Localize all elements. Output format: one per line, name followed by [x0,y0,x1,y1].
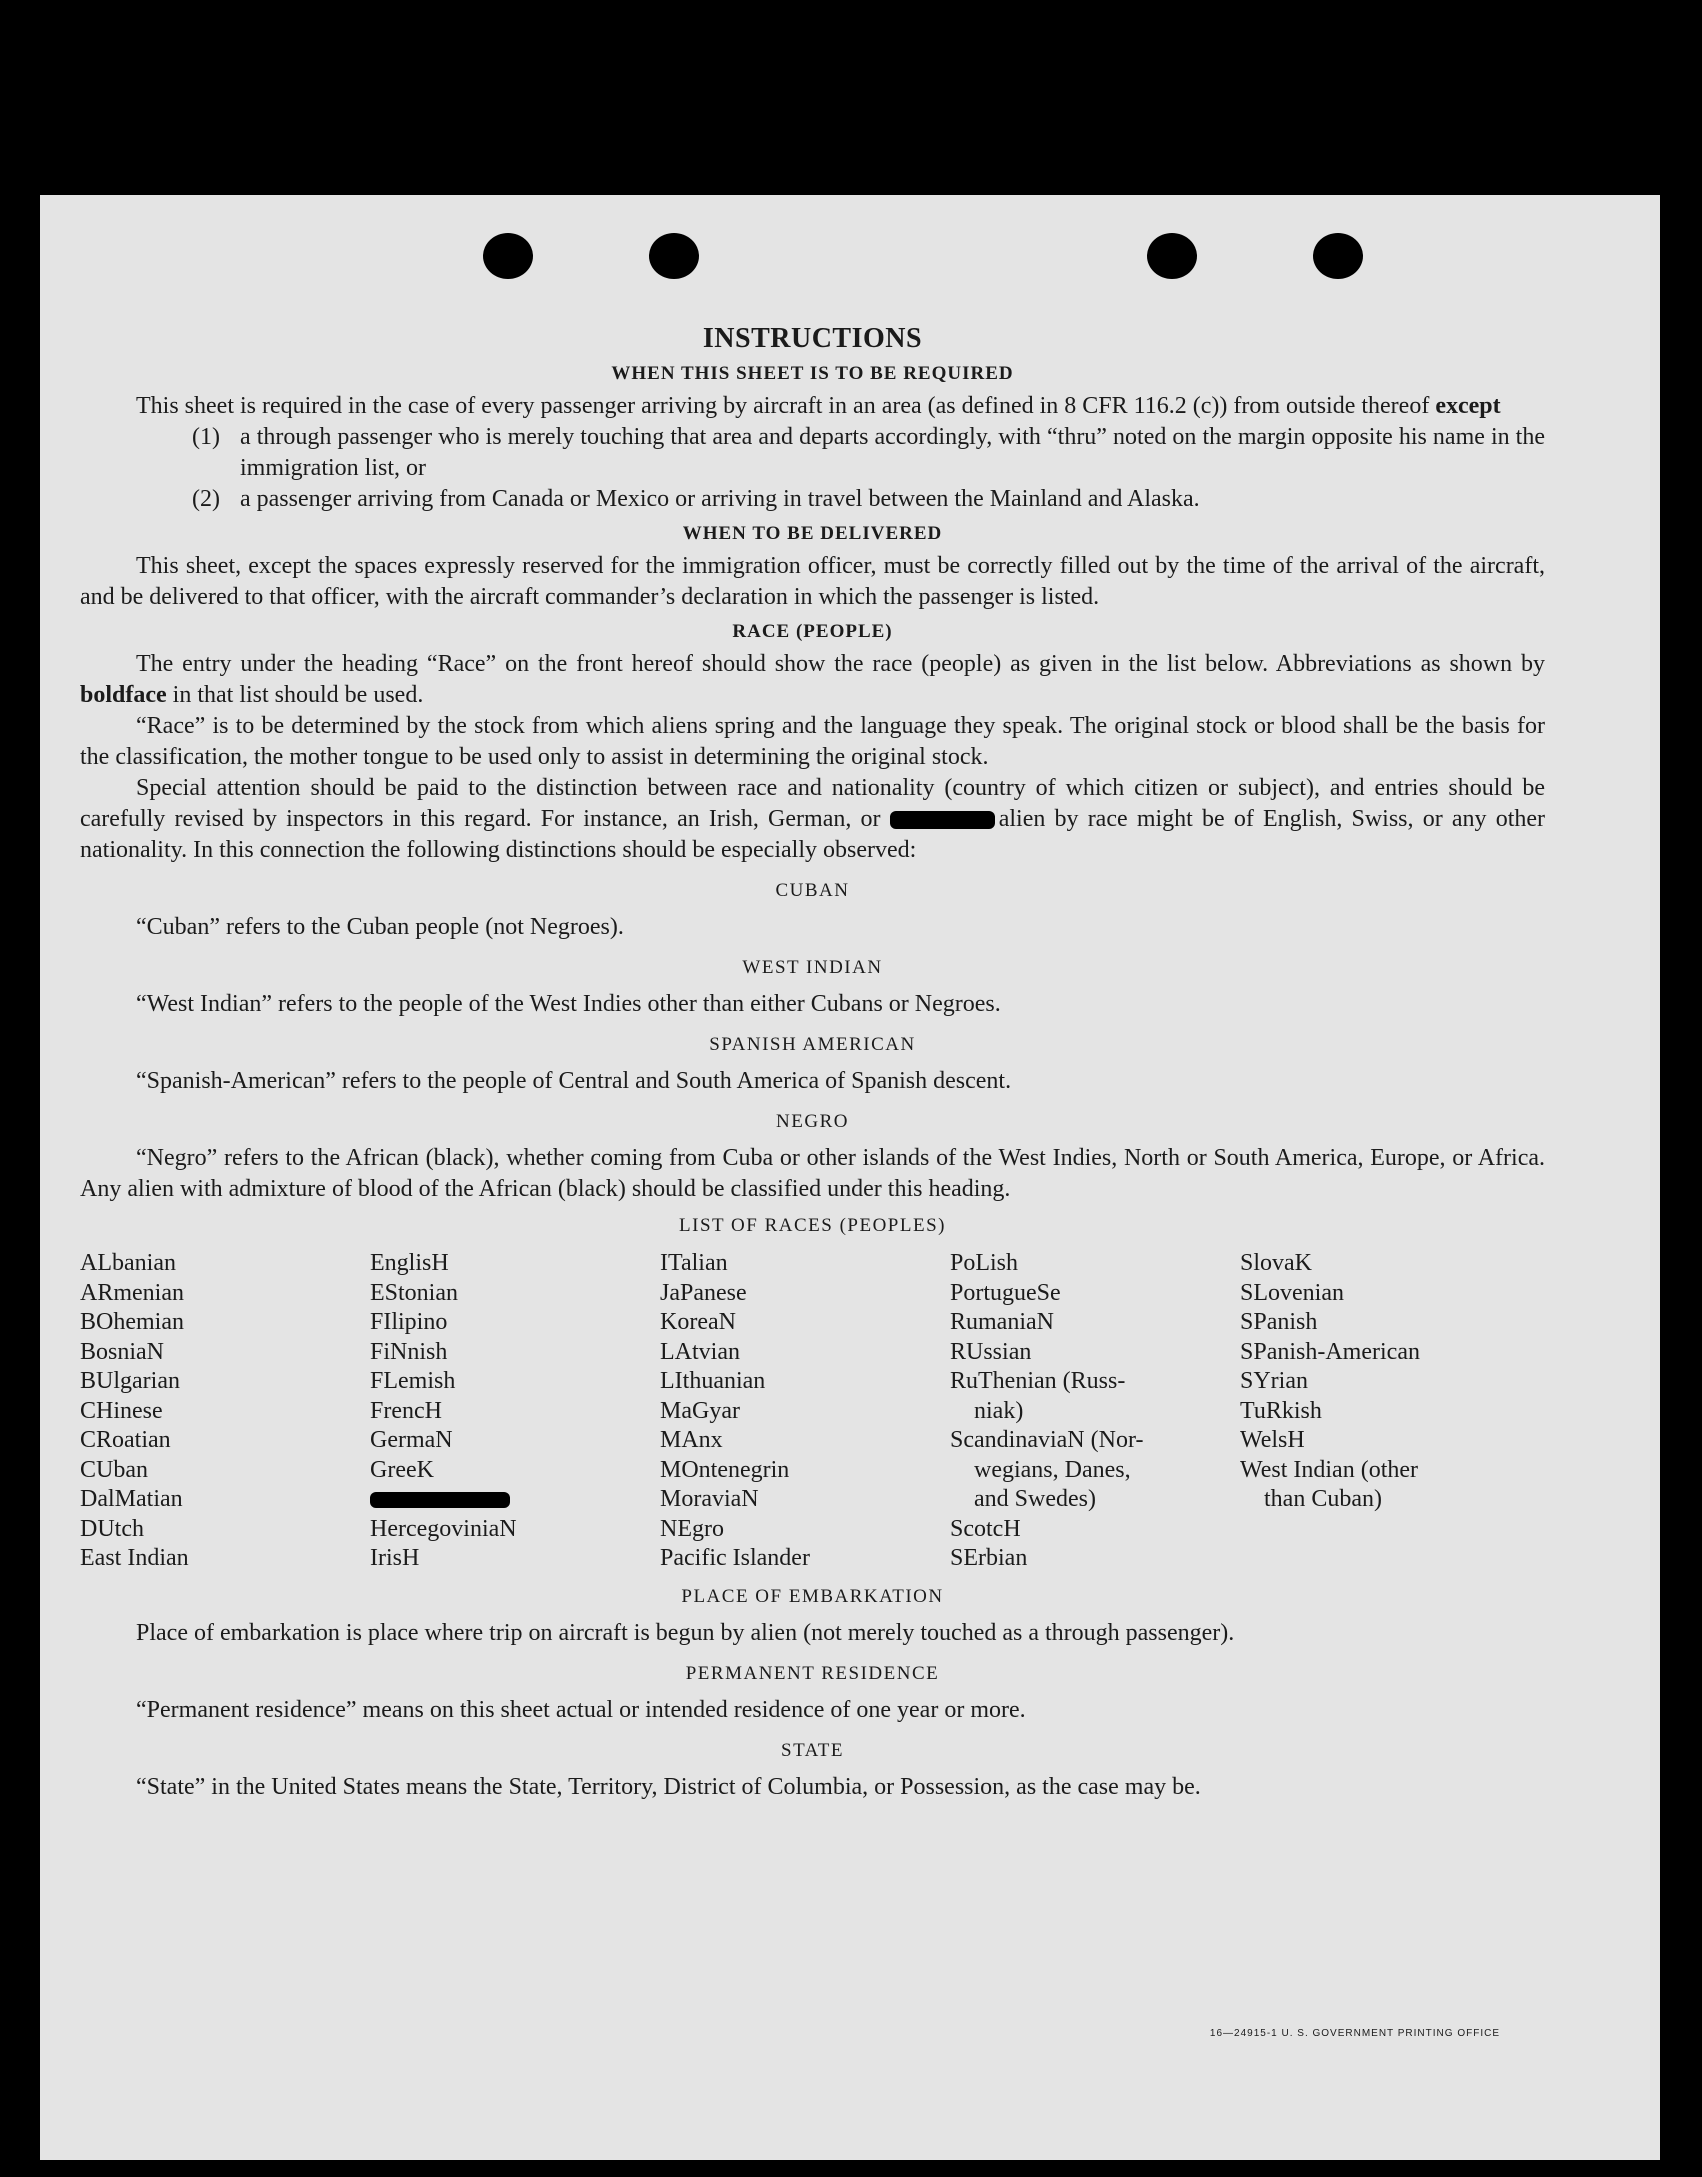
race-entry: West Indian (other [1240,1456,1419,1483]
race-entry: SPanish [1240,1309,1318,1335]
race-entry: FIlipino [370,1309,448,1335]
race-entry [1240,1515,1530,1545]
race-entry: SlovaK [1240,1250,1312,1276]
race-entry: BUlgarian [80,1368,180,1394]
race-entry: SLovenian [1240,1279,1344,1306]
spanish-american-definition: “Spanish-American” refers to the people of Central and South America of Spanish descent. [136,1068,1012,1094]
printing-office-code: 16—24915-1 U. S. GOVERNMENT PRINTING OFFICE [1209,2028,1500,2039]
section-heading: PERMANENT RESIDENCE [685,1662,940,1684]
redaction-mark [370,1492,510,1508]
race-entry: CHinese [80,1397,163,1424]
exception-number: (1) [192,424,220,450]
race-entry: TuRkish [1240,1397,1322,1424]
race-p3-text-end: alien by race might be of English, Swiss, or any other nationality. In this connection the following distinctions should be especially observed: [80,806,1546,863]
race-entry: IrisH [370,1545,420,1571]
embarkation-text: Place of embarkation is place where trip on aircraft is begun by alien (not merely touched as a through passenger). [136,1619,1235,1646]
races-column [1240,1249,1530,1574]
race-entry: FiNnish [370,1338,448,1365]
document-sheet [40,195,1660,2160]
required-intro-text: This sheet is required in the case of every passenger arriving by aircraft in an area (as defined in 8 CFR 116.2 (c)) from outside thereof [136,393,1436,419]
race-entry: DUtch [80,1515,144,1542]
race-entry: KoreaN [660,1309,736,1335]
race-entry: EnglisH [370,1250,449,1276]
residence-text: “Permanent residence” means on this sheet actual or intended residence of one year or more. [136,1696,1026,1723]
race-entry: ITalian [660,1250,728,1276]
race-entry: PortugueSe [950,1279,1061,1306]
races-column [660,1249,950,1574]
required-intro-except: except [1435,393,1501,419]
punch-hole [1147,233,1197,279]
race-entry: FLemish [370,1368,456,1394]
race-paragraph-1 [80,649,1545,711]
exception-number: (2) [192,486,220,512]
race-entry: CRoatian [80,1427,171,1453]
race-entry [1240,1544,1530,1574]
section-heading: PLACE OF EMBARKATION [681,1585,944,1607]
exception-text: a through passenger who is merely touching that area and departs accordingly, with “thru” noted on the margin opposite his name in the immigration list, or [240,424,1545,481]
race-entry: RUssian [950,1338,1032,1365]
section-heading: WHEN THIS SHEET IS TO BE REQUIRED [611,363,1014,384]
section-heading: WHEN TO BE DELIVERED [682,523,943,544]
required-exception-1 [80,422,1545,484]
race-entry: DalMatian [80,1486,183,1512]
race-entry: than Cuban) [1264,1486,1382,1512]
west-indian-definition: “West Indian” refers to the people of the West Indies other than either Cubans or Negroes. [136,991,1001,1017]
section-heading: LIST OF RACES (PEOPLES) [679,1215,946,1236]
race-entry: LIthuanian [660,1368,766,1394]
race-entry: CUban [80,1456,148,1483]
race-p1-boldface: boldface [80,682,167,708]
section-heading: NEGRO [776,1111,849,1132]
race-entry: HercegoviniaN [370,1515,517,1542]
races-list [80,1249,1545,1574]
race-paragraph-3 [80,773,1545,866]
race-entry: NEgro [660,1515,724,1542]
exception-text: a passenger arriving from Canada or Mexico or arriving in travel between the Mainland and Alaska. [240,486,1200,512]
races-column [370,1249,660,1574]
races-column [950,1249,1240,1574]
race-entry: MoraviaN [660,1486,759,1512]
race-paragraph-2: “Race” is to be determined by the stock from which aliens spring and the language they speak. The original stock or blood shall be the basis for the classification, the mother tongue to be used only to assist in determining the original stock. [80,713,1545,770]
punch-hole [649,233,699,279]
races-column [80,1249,370,1574]
cuban-definition: “Cuban” refers to the Cuban people (not Negroes). [136,914,624,940]
section-heading: WEST INDIAN [742,957,883,978]
race-entry: LAtvian [660,1338,740,1365]
race-entry: EStonian [370,1279,458,1306]
section-heading: SPANISH AMERICAN [709,1034,916,1055]
race-entry: MaGyar [660,1397,740,1424]
race-entry: SPanish-American [1240,1338,1420,1365]
race-entry: MOntenegrin [660,1456,790,1483]
race-entry: BOhemian [80,1309,184,1335]
race-entry: SYrian [1240,1368,1308,1394]
race-entry: PoLish [950,1250,1019,1276]
instructions-body [80,323,1545,1803]
race-entry: BosniaN [80,1338,164,1365]
race-entry: WelsH [1240,1427,1305,1453]
section-heading: STATE [781,1739,844,1761]
race-entry: GreeK [370,1456,434,1483]
race-entry: MAnx [660,1427,723,1453]
race-entry: East Indian [80,1545,189,1571]
race-entry: ALbanian [80,1250,176,1276]
race-p1-text: The entry under the heading “Race” on the front hereof should show the race (people) as given in the list below. Abbreviations as shown by [136,651,1545,677]
required-intro [80,391,1545,422]
redaction-mark [890,811,995,829]
race-entry: RuThenian (Russ- [950,1368,1126,1394]
section-heading: RACE (PEOPLE) [732,621,893,642]
race-entry: wegians, Danes, [974,1456,1131,1483]
page-title: INSTRUCTIONS [702,323,923,354]
delivered-text: This sheet, except the spaces expressly reserved for the immigration officer, must be correctly filled out by the time of the arrival of the aircraft, and be delivered to that officer, with the aircraft commander’s declaration in which the passenger is listed. [80,553,1545,610]
race-entry: niak) [974,1397,1024,1424]
race-entry: Pacific Islander [660,1545,810,1571]
redacted-race-entry [370,1485,660,1515]
state-text: “State” in the United States means the State, Territory, District of Columbia, or Possession, as the case may be. [136,1773,1201,1800]
race-p3-text: Special attention should be paid to the distinction between race and nationality (country of which citizen or subject), and entries should be carefully revised by inspectors in this regard. For instance, an Irish, German, or [80,775,1545,832]
punch-hole [483,233,533,279]
section-heading: CUBAN [775,880,850,901]
race-entry: ARmenian [80,1279,184,1306]
punch-hole [1313,233,1363,279]
race-entry: ScotcH [950,1515,1021,1542]
race-entry: SErbian [950,1545,1028,1571]
race-entry: GermaN [370,1427,453,1453]
race-entry: ScandinaviaN (Nor- [950,1427,1144,1453]
race-entry: and Swedes) [974,1486,1096,1512]
race-entry: RumaniaN [950,1309,1054,1335]
required-exception-2 [80,484,1545,515]
race-p1-text-end: in that list should be used. [166,682,424,708]
race-entry: JaPanese [660,1279,747,1306]
negro-definition: “Negro” refers to the African (black), whether coming from Cuba or other islands of the West Indies, North or South America, Europe, or Africa. Any alien with admixture of blood of the African (black) should be classified under this heading. [80,1145,1545,1202]
race-entry: FrencH [370,1397,442,1424]
